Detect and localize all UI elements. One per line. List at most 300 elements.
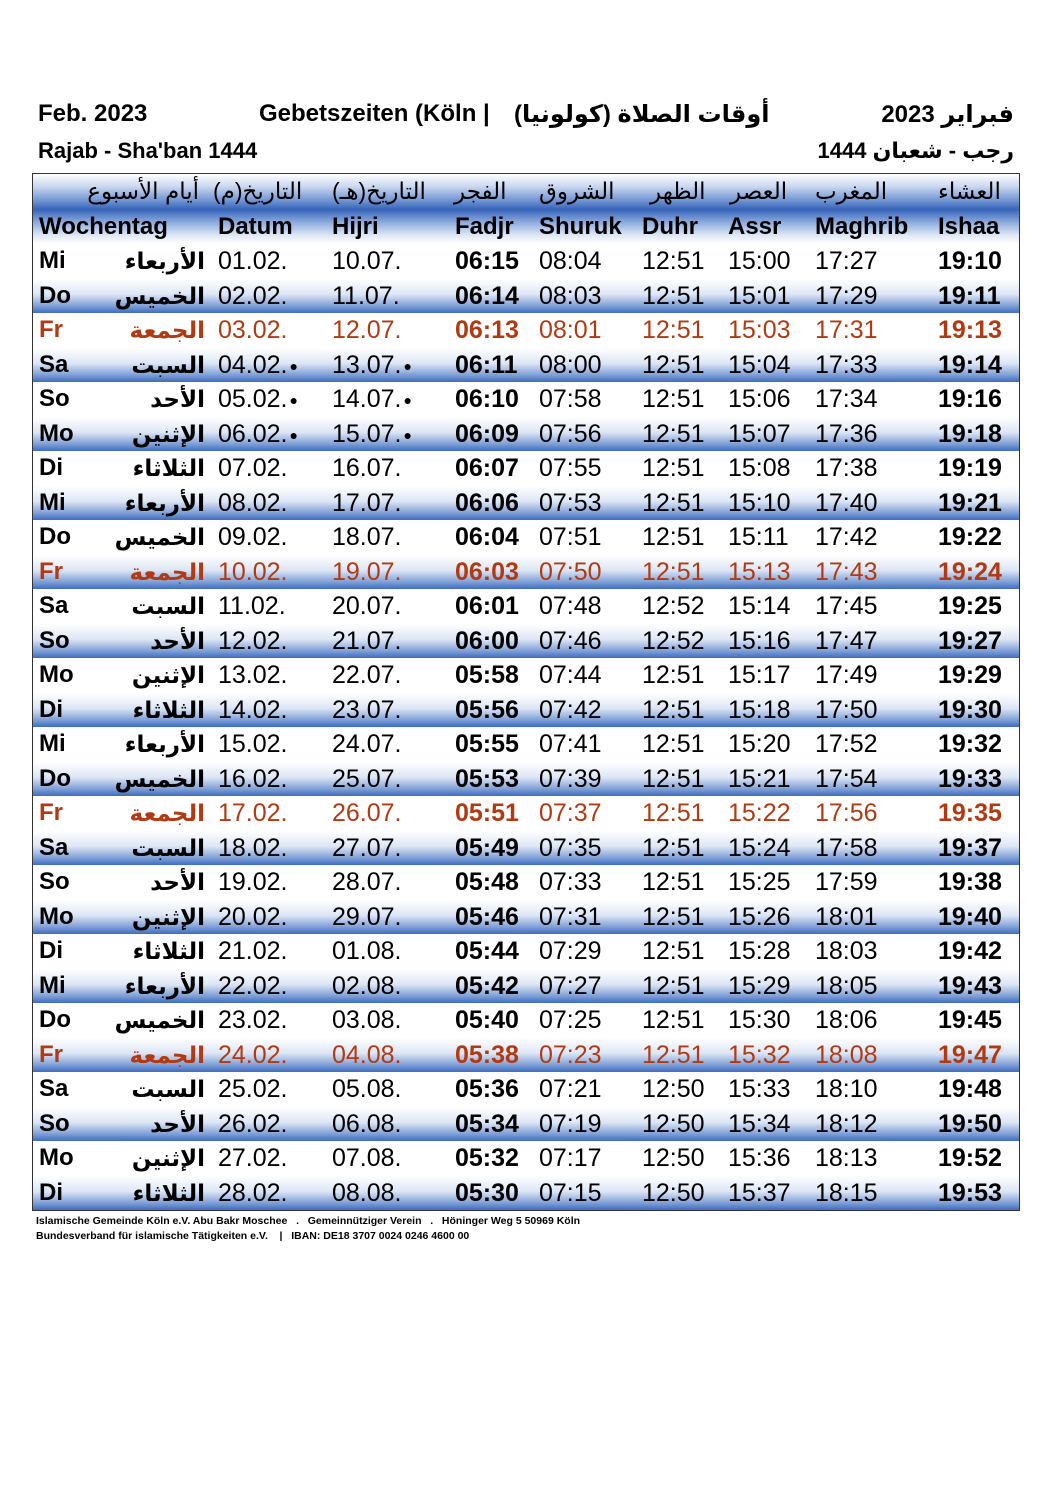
cell-day-ar: الثلاثاء bbox=[132, 938, 205, 964]
cell-fadjr: 06:04 bbox=[455, 523, 519, 551]
cell-ishaa: 19:11 bbox=[938, 281, 1001, 310]
cell-hijri: 29.07. bbox=[332, 902, 402, 931]
cell-shuruk: 07:21 bbox=[539, 1075, 602, 1103]
cell-day-ar: الثلاثاء bbox=[132, 1179, 205, 1206]
cell-maghrib: 17:40 bbox=[815, 488, 878, 517]
cell-date: 15.02. bbox=[218, 730, 288, 758]
table-row bbox=[33, 865, 1019, 900]
cell-maghrib: 17:36 bbox=[815, 419, 878, 448]
page-title-de: Gebetszeiten (Köln | bbox=[259, 100, 490, 127]
cell-date: 10.02. bbox=[218, 557, 288, 586]
cell-hijri: 05.08. bbox=[332, 1075, 402, 1103]
cell-hijri: 04.08. bbox=[332, 1040, 402, 1069]
cell-date: 22.02. bbox=[218, 971, 288, 1000]
cell-day-ar: السبت bbox=[131, 834, 205, 861]
cell-ishaa: 19:25 bbox=[938, 592, 1002, 620]
cell-fadjr: 06:00 bbox=[455, 626, 519, 655]
cell-shuruk: 07:42 bbox=[539, 695, 602, 724]
cell-day-ar: الإثنين bbox=[131, 1145, 205, 1171]
cell-date: 24.02. bbox=[218, 1040, 288, 1069]
col-assr-ar: العصر bbox=[730, 178, 788, 204]
cell-duhr: 12:50 bbox=[642, 1109, 705, 1138]
cell-hijri: 12.07. bbox=[332, 316, 402, 344]
cell-ishaa: 19:10 bbox=[938, 247, 1002, 275]
cell-date: 09.02. bbox=[218, 523, 288, 551]
cell-duhr: 12:51 bbox=[642, 937, 705, 965]
cell-shuruk: 07:56 bbox=[539, 419, 602, 448]
cell-date: 27.02. bbox=[218, 1144, 288, 1172]
cell-date: 17.02. bbox=[218, 799, 288, 827]
cell-day: So bbox=[39, 385, 70, 412]
cell-fadjr: 05:48 bbox=[455, 868, 519, 896]
cell-shuruk: 07:23 bbox=[539, 1040, 602, 1069]
cell-day: Mo bbox=[39, 1144, 74, 1171]
cell-duhr: 12:51 bbox=[642, 454, 705, 482]
cell-day: Fr bbox=[39, 799, 63, 826]
cell-day: Di bbox=[39, 1178, 63, 1206]
cell-day-ar: الثلاثاء bbox=[132, 455, 205, 481]
cell-hijri: 07.08. bbox=[332, 1144, 402, 1172]
cell-assr: 15:24 bbox=[728, 833, 791, 862]
cell-day-ar: الأحد bbox=[150, 1110, 205, 1137]
cell-day: Fr bbox=[39, 1040, 63, 1068]
cell-day-ar: الأحد bbox=[150, 627, 205, 654]
cell-shuruk: 07:19 bbox=[539, 1109, 602, 1138]
cell-hijri: 18.07. bbox=[332, 523, 402, 551]
cell-duhr: 12:51 bbox=[642, 523, 705, 551]
cell-day-ar: الخميس bbox=[114, 1007, 205, 1033]
cell-duhr: 12:51 bbox=[642, 557, 705, 586]
cell-assr: 15:20 bbox=[728, 730, 791, 758]
cell-hijri: 17.07. bbox=[332, 488, 402, 517]
prayer-times-table bbox=[32, 173, 1020, 1211]
month-label-ar: فبراير 2023 bbox=[881, 101, 1014, 128]
cell-hijri: 23.07. bbox=[332, 695, 402, 724]
cell-maghrib: 17:52 bbox=[815, 730, 878, 758]
table-row bbox=[33, 1038, 1019, 1073]
cell-assr: 15:34 bbox=[728, 1109, 791, 1138]
cell-ishaa: 19:35 bbox=[938, 799, 1002, 827]
cell-maghrib: 18:10 bbox=[815, 1075, 878, 1103]
table-row bbox=[33, 969, 1019, 1004]
cell-hijri: 20.07. bbox=[332, 592, 402, 620]
cell-day-ar: الأحد bbox=[150, 386, 205, 412]
cell-hijri: 27.07. bbox=[332, 833, 402, 862]
cell-day-ar: الثلاثاء bbox=[132, 696, 205, 723]
cell-hijri: 16.07. bbox=[332, 454, 402, 482]
cell-shuruk: 07:27 bbox=[539, 971, 602, 1000]
table-row bbox=[33, 382, 1019, 417]
table-row bbox=[33, 658, 1019, 693]
cell-day-ar: الأربعاء bbox=[124, 248, 205, 274]
cell-date: 20.02. bbox=[218, 902, 288, 931]
cell-shuruk: 07:46 bbox=[539, 626, 602, 655]
col-date: Datum bbox=[218, 212, 293, 240]
cell-hijri: 19.07. bbox=[332, 557, 402, 586]
cell-maghrib: 17:47 bbox=[815, 626, 878, 655]
cell-maghrib: 17:33 bbox=[815, 350, 878, 379]
cell-shuruk: 07:25 bbox=[539, 1006, 602, 1034]
cell-ishaa: 19:30 bbox=[938, 695, 1002, 724]
col-maghrib-ar: المغرب bbox=[815, 178, 888, 204]
cell-fadjr: 05:40 bbox=[455, 1006, 519, 1034]
cell-day-ar: الخميس bbox=[114, 524, 205, 550]
cell-date: 05.02. ● bbox=[218, 385, 298, 413]
cell-maghrib: 17:54 bbox=[815, 764, 878, 793]
cell-day: Mo bbox=[39, 419, 74, 447]
table-row bbox=[33, 520, 1019, 555]
cell-maghrib: 17:27 bbox=[815, 247, 878, 275]
cell-date: 01.02. bbox=[218, 247, 288, 275]
cell-shuruk: 08:00 bbox=[539, 350, 602, 379]
cell-assr: 15:03 bbox=[728, 316, 791, 344]
col-fadjr-ar: الفجر bbox=[454, 178, 507, 204]
cell-day: So bbox=[39, 868, 70, 895]
cell-ishaa: 19:27 bbox=[938, 626, 1002, 655]
cell-fadjr: 06:09 bbox=[455, 419, 519, 448]
cell-day: Mi bbox=[39, 247, 66, 274]
cell-ishaa: 19:53 bbox=[938, 1178, 1002, 1207]
cell-day-ar: الجمعة bbox=[129, 1041, 205, 1068]
hijri-months-ar: رجب - شعبان 1444 bbox=[817, 138, 1014, 163]
cell-hijri: 14.07. ● bbox=[332, 385, 412, 413]
cell-day: Mi bbox=[39, 488, 66, 516]
cell-maghrib: 18:15 bbox=[815, 1178, 878, 1207]
cell-hijri: 08.08. bbox=[332, 1178, 402, 1207]
cell-maghrib: 18:01 bbox=[815, 902, 878, 931]
cell-assr: 15:30 bbox=[728, 1006, 791, 1034]
cell-duhr: 12:51 bbox=[642, 661, 705, 689]
cell-day: Sa bbox=[39, 1075, 69, 1102]
cell-shuruk: 07:29 bbox=[539, 937, 602, 965]
cell-ishaa: 19:45 bbox=[938, 1006, 1002, 1034]
cell-ishaa: 19:14 bbox=[938, 350, 1002, 379]
cell-day: Do bbox=[39, 281, 71, 309]
cell-ishaa: 19:37 bbox=[938, 833, 1002, 862]
cell-duhr: 12:50 bbox=[642, 1178, 705, 1207]
cell-day: Mi bbox=[39, 971, 66, 999]
cell-maghrib: 17:59 bbox=[815, 868, 878, 896]
cell-shuruk: 07:17 bbox=[539, 1144, 602, 1172]
cell-date: 25.02. bbox=[218, 1075, 288, 1103]
cell-hijri: 13.07. ● bbox=[332, 350, 412, 379]
cell-assr: 15:04 bbox=[728, 350, 791, 379]
cell-hijri: 11.07. bbox=[332, 281, 400, 310]
marker-dot: ● bbox=[289, 392, 298, 409]
cell-maghrib: 17:38 bbox=[815, 454, 878, 482]
cell-duhr: 12:51 bbox=[642, 385, 705, 413]
col-assr: Assr bbox=[728, 212, 782, 240]
cell-duhr: 12:51 bbox=[642, 488, 705, 517]
cell-assr: 15:22 bbox=[728, 799, 791, 827]
cell-ishaa: 19:29 bbox=[938, 661, 1002, 689]
cell-ishaa: 19:48 bbox=[938, 1075, 1002, 1103]
cell-duhr: 12:51 bbox=[642, 1040, 705, 1069]
cell-maghrib: 17:42 bbox=[815, 523, 878, 551]
cell-day-ar: الجمعة bbox=[129, 558, 205, 585]
cell-ishaa: 19:32 bbox=[938, 730, 1002, 758]
cell-shuruk: 07:58 bbox=[539, 385, 602, 413]
cell-date: 06.02. ● bbox=[218, 419, 298, 448]
cell-maghrib: 18:06 bbox=[815, 1006, 878, 1034]
cell-duhr: 12:51 bbox=[642, 350, 705, 379]
cell-assr: 15:21 bbox=[728, 764, 791, 793]
cell-date: 13.02. bbox=[218, 661, 288, 689]
cell-maghrib: 18:03 bbox=[815, 937, 878, 965]
cell-fadjr: 06:07 bbox=[455, 454, 519, 482]
cell-date: 02.02. bbox=[218, 281, 288, 310]
col-hijri-ar: التاريخ(هـ) bbox=[332, 178, 426, 204]
table-row bbox=[33, 624, 1019, 659]
cell-day: Do bbox=[39, 764, 71, 792]
cell-maghrib: 17:58 bbox=[815, 833, 878, 862]
cell-fadjr: 06:10 bbox=[455, 385, 519, 413]
cell-hijri: 28.07. bbox=[332, 868, 402, 896]
table-row bbox=[33, 1107, 1019, 1142]
cell-hijri: 24.07. bbox=[332, 730, 402, 758]
cell-shuruk: 07:51 bbox=[539, 523, 602, 551]
cell-duhr: 12:52 bbox=[642, 626, 705, 655]
cell-day: Di bbox=[39, 695, 63, 723]
cell-day-ar: السبت bbox=[131, 351, 205, 378]
cell-shuruk: 07:35 bbox=[539, 833, 602, 862]
cell-maghrib: 17:43 bbox=[815, 557, 878, 586]
cell-maghrib: 17:34 bbox=[815, 385, 878, 413]
cell-assr: 15:01 bbox=[728, 281, 791, 310]
cell-ishaa: 19:52 bbox=[938, 1144, 1002, 1172]
cell-shuruk: 07:50 bbox=[539, 557, 602, 586]
cell-day: Fr bbox=[39, 557, 63, 585]
cell-assr: 15:07 bbox=[728, 419, 791, 448]
cell-shuruk: 07:41 bbox=[539, 730, 602, 758]
cell-fadjr: 05:38 bbox=[455, 1040, 519, 1069]
cell-date: 08.02. bbox=[218, 488, 288, 517]
col-weekday: Wochentag bbox=[39, 212, 168, 240]
header-line-1 bbox=[38, 100, 1018, 134]
col-weekday-ar: أيام الأسبوع bbox=[87, 178, 199, 204]
cell-day: Mo bbox=[39, 661, 74, 688]
page-title-ar: أوقات الصلاة (كولونيا) bbox=[514, 101, 770, 128]
cell-date: 12.02. bbox=[218, 626, 288, 655]
hijri-months-de: Rajab - Sha'ban 1444 bbox=[38, 138, 258, 163]
cell-fadjr: 06:11 bbox=[455, 350, 518, 379]
cell-ishaa: 19:19 bbox=[938, 454, 1002, 482]
cell-maghrib: 17:50 bbox=[815, 695, 878, 724]
cell-duhr: 12:50 bbox=[642, 1144, 705, 1172]
cell-hijri: 26.07. bbox=[332, 799, 402, 827]
cell-ishaa: 19:16 bbox=[938, 385, 1002, 413]
table-row bbox=[33, 693, 1019, 728]
cell-assr: 15:08 bbox=[728, 454, 791, 482]
cell-date: 16.02. bbox=[218, 764, 288, 793]
col-duhr-ar: الظهر bbox=[650, 178, 706, 204]
cell-assr: 15:33 bbox=[728, 1075, 791, 1103]
cell-hijri: 01.08. bbox=[332, 937, 402, 965]
cell-ishaa: 19:22 bbox=[938, 523, 1002, 551]
cell-date: 14.02. bbox=[218, 695, 288, 724]
table-row bbox=[33, 900, 1019, 935]
cell-fadjr: 05:36 bbox=[455, 1075, 519, 1103]
cell-shuruk: 08:03 bbox=[539, 281, 602, 310]
cell-shuruk: 08:01 bbox=[539, 316, 602, 344]
cell-assr: 15:14 bbox=[728, 592, 791, 620]
table-row bbox=[33, 313, 1019, 348]
cell-date: 19.02. bbox=[218, 868, 288, 896]
marker-dot: ● bbox=[403, 426, 412, 443]
cell-duhr: 12:51 bbox=[642, 247, 705, 275]
cell-assr: 15:26 bbox=[728, 902, 791, 931]
cell-day: Do bbox=[39, 1006, 71, 1033]
cell-day: So bbox=[39, 626, 70, 654]
cell-assr: 15:28 bbox=[728, 937, 791, 965]
cell-day: Do bbox=[39, 523, 71, 550]
cell-assr: 15:32 bbox=[728, 1040, 791, 1069]
cell-day-ar: السبت bbox=[131, 1076, 205, 1102]
cell-duhr: 12:52 bbox=[642, 592, 705, 620]
cell-hijri: 10.07. bbox=[332, 247, 402, 275]
cell-ishaa: 19:24 bbox=[938, 557, 1002, 586]
cell-assr: 15:37 bbox=[728, 1178, 791, 1207]
col-maghrib: Maghrib bbox=[815, 212, 909, 240]
cell-day-ar: الجمعة bbox=[129, 317, 205, 343]
cell-duhr: 12:51 bbox=[642, 695, 705, 724]
cell-duhr: 12:51 bbox=[642, 730, 705, 758]
cell-fadjr: 06:13 bbox=[455, 316, 519, 344]
cell-shuruk: 07:15 bbox=[539, 1178, 602, 1207]
table-row bbox=[33, 796, 1019, 831]
cell-fadjr: 06:03 bbox=[455, 557, 519, 586]
cell-duhr: 12:51 bbox=[642, 419, 705, 448]
cell-fadjr: 05:58 bbox=[455, 661, 519, 689]
cell-shuruk: 07:53 bbox=[539, 488, 602, 517]
cell-ishaa: 19:47 bbox=[938, 1040, 1002, 1069]
cell-hijri: 25.07. bbox=[332, 764, 402, 793]
cell-fadjr: 05:51 bbox=[455, 799, 519, 827]
month-label-de: Feb. 2023 bbox=[38, 100, 148, 127]
footer-line-2: Bundesverband für islamische Tätigkeiten e.V. | IBAN: DE18 3707 0024 0246 4600 00 bbox=[36, 1230, 470, 1242]
table-row bbox=[33, 762, 1019, 797]
cell-fadjr: 06:01 bbox=[455, 592, 519, 620]
table-row bbox=[33, 417, 1019, 452]
cell-ishaa: 19:43 bbox=[938, 971, 1002, 1000]
cell-fadjr: 05:53 bbox=[455, 764, 519, 793]
cell-day: Di bbox=[39, 937, 63, 964]
table-row bbox=[33, 934, 1019, 969]
cell-assr: 15:36 bbox=[728, 1144, 791, 1172]
cell-shuruk: 07:33 bbox=[539, 868, 602, 896]
table-row bbox=[33, 1003, 1019, 1038]
cell-hijri: 03.08. bbox=[332, 1006, 402, 1034]
cell-duhr: 12:50 bbox=[642, 1075, 705, 1103]
cell-fadjr: 05:49 bbox=[455, 833, 519, 862]
cell-fadjr: 05:55 bbox=[455, 730, 519, 758]
cell-shuruk: 07:39 bbox=[539, 764, 602, 793]
col-date-ar: التاريخ(م) bbox=[213, 178, 303, 204]
table-row bbox=[33, 1176, 1019, 1211]
col-hijri: Hijri bbox=[332, 212, 379, 240]
cell-hijri: 21.07. bbox=[332, 626, 402, 655]
cell-fadjr: 06:06 bbox=[455, 488, 519, 517]
cell-assr: 15:13 bbox=[728, 557, 791, 586]
cell-fadjr: 05:34 bbox=[455, 1109, 519, 1138]
cell-shuruk: 07:31 bbox=[539, 902, 602, 931]
col-ishaa: Ishaa bbox=[938, 212, 1000, 240]
cell-day: Di bbox=[39, 454, 63, 481]
cell-day: Sa bbox=[39, 833, 69, 861]
cell-maghrib: 17:56 bbox=[815, 799, 878, 827]
cell-maghrib: 18:08 bbox=[815, 1040, 878, 1069]
table-row bbox=[33, 451, 1019, 486]
table-row bbox=[33, 244, 1019, 279]
cell-date: 21.02. bbox=[218, 937, 288, 965]
cell-ishaa: 19:33 bbox=[938, 764, 1002, 793]
cell-hijri: 22.07. bbox=[332, 661, 402, 689]
cell-maghrib: 18:05 bbox=[815, 971, 878, 1000]
table-row bbox=[33, 589, 1019, 624]
cell-fadjr: 05:44 bbox=[455, 937, 519, 965]
cell-date: 26.02. bbox=[218, 1109, 288, 1138]
cell-day: Fr bbox=[39, 316, 63, 343]
marker-dot: ● bbox=[289, 426, 298, 443]
cell-duhr: 12:51 bbox=[642, 799, 705, 827]
cell-duhr: 12:51 bbox=[642, 971, 705, 1000]
col-ishaa-ar: العشاء bbox=[938, 178, 1001, 204]
header-row-german bbox=[33, 210, 1019, 245]
cell-assr: 15:29 bbox=[728, 971, 791, 1000]
table-row bbox=[33, 1141, 1019, 1176]
cell-assr: 15:16 bbox=[728, 626, 791, 655]
cell-hijri: 02.08. bbox=[332, 971, 402, 1000]
cell-date: 03.02. bbox=[218, 316, 288, 344]
table-row bbox=[33, 279, 1019, 314]
cell-day-ar: الإثنين bbox=[131, 420, 205, 447]
cell-assr: 15:11 bbox=[728, 523, 789, 551]
cell-maghrib: 18:13 bbox=[815, 1144, 878, 1172]
footer-line-1: Islamische Gemeinde Köln e.V. Abu Bakr Moschee . Gemeinnütziger Verein . Höninger Weg 5 50969 Köln bbox=[36, 1215, 581, 1227]
cell-hijri: 15.07. ● bbox=[332, 419, 412, 448]
col-duhr: Duhr bbox=[642, 212, 698, 240]
cell-maghrib: 18:12 bbox=[815, 1109, 878, 1138]
cell-duhr: 12:51 bbox=[642, 902, 705, 931]
cell-fadjr: 06:15 bbox=[455, 247, 519, 275]
table-row bbox=[33, 348, 1019, 383]
cell-ishaa: 19:13 bbox=[938, 316, 1002, 344]
cell-assr: 15:06 bbox=[728, 385, 791, 413]
table-row bbox=[33, 831, 1019, 866]
cell-ishaa: 19:50 bbox=[938, 1109, 1002, 1138]
cell-day: Sa bbox=[39, 350, 69, 378]
col-shuruk: Shuruk bbox=[539, 212, 622, 240]
cell-fadjr: 05:42 bbox=[455, 971, 519, 1000]
cell-day-ar: الخميس bbox=[114, 282, 205, 309]
cell-duhr: 12:51 bbox=[642, 868, 705, 896]
col-shuruk-ar: الشروق bbox=[539, 178, 615, 204]
marker-dot: ● bbox=[289, 357, 298, 374]
cell-fadjr: 05:32 bbox=[455, 1144, 519, 1172]
cell-day-ar: الأربعاء bbox=[124, 972, 205, 999]
cell-duhr: 12:51 bbox=[642, 1006, 705, 1034]
cell-maghrib: 17:45 bbox=[815, 592, 878, 620]
table-row bbox=[33, 727, 1019, 762]
cell-fadjr: 06:14 bbox=[455, 281, 519, 310]
cell-day: So bbox=[39, 1109, 70, 1137]
cell-fadjr: 05:56 bbox=[455, 695, 519, 724]
cell-day-ar: السبت bbox=[131, 593, 205, 619]
cell-ishaa: 19:21 bbox=[938, 488, 1002, 517]
cell-duhr: 12:51 bbox=[642, 833, 705, 862]
cell-day-ar: الأحد bbox=[150, 869, 205, 895]
col-fadjr: Fadjr bbox=[455, 212, 514, 240]
